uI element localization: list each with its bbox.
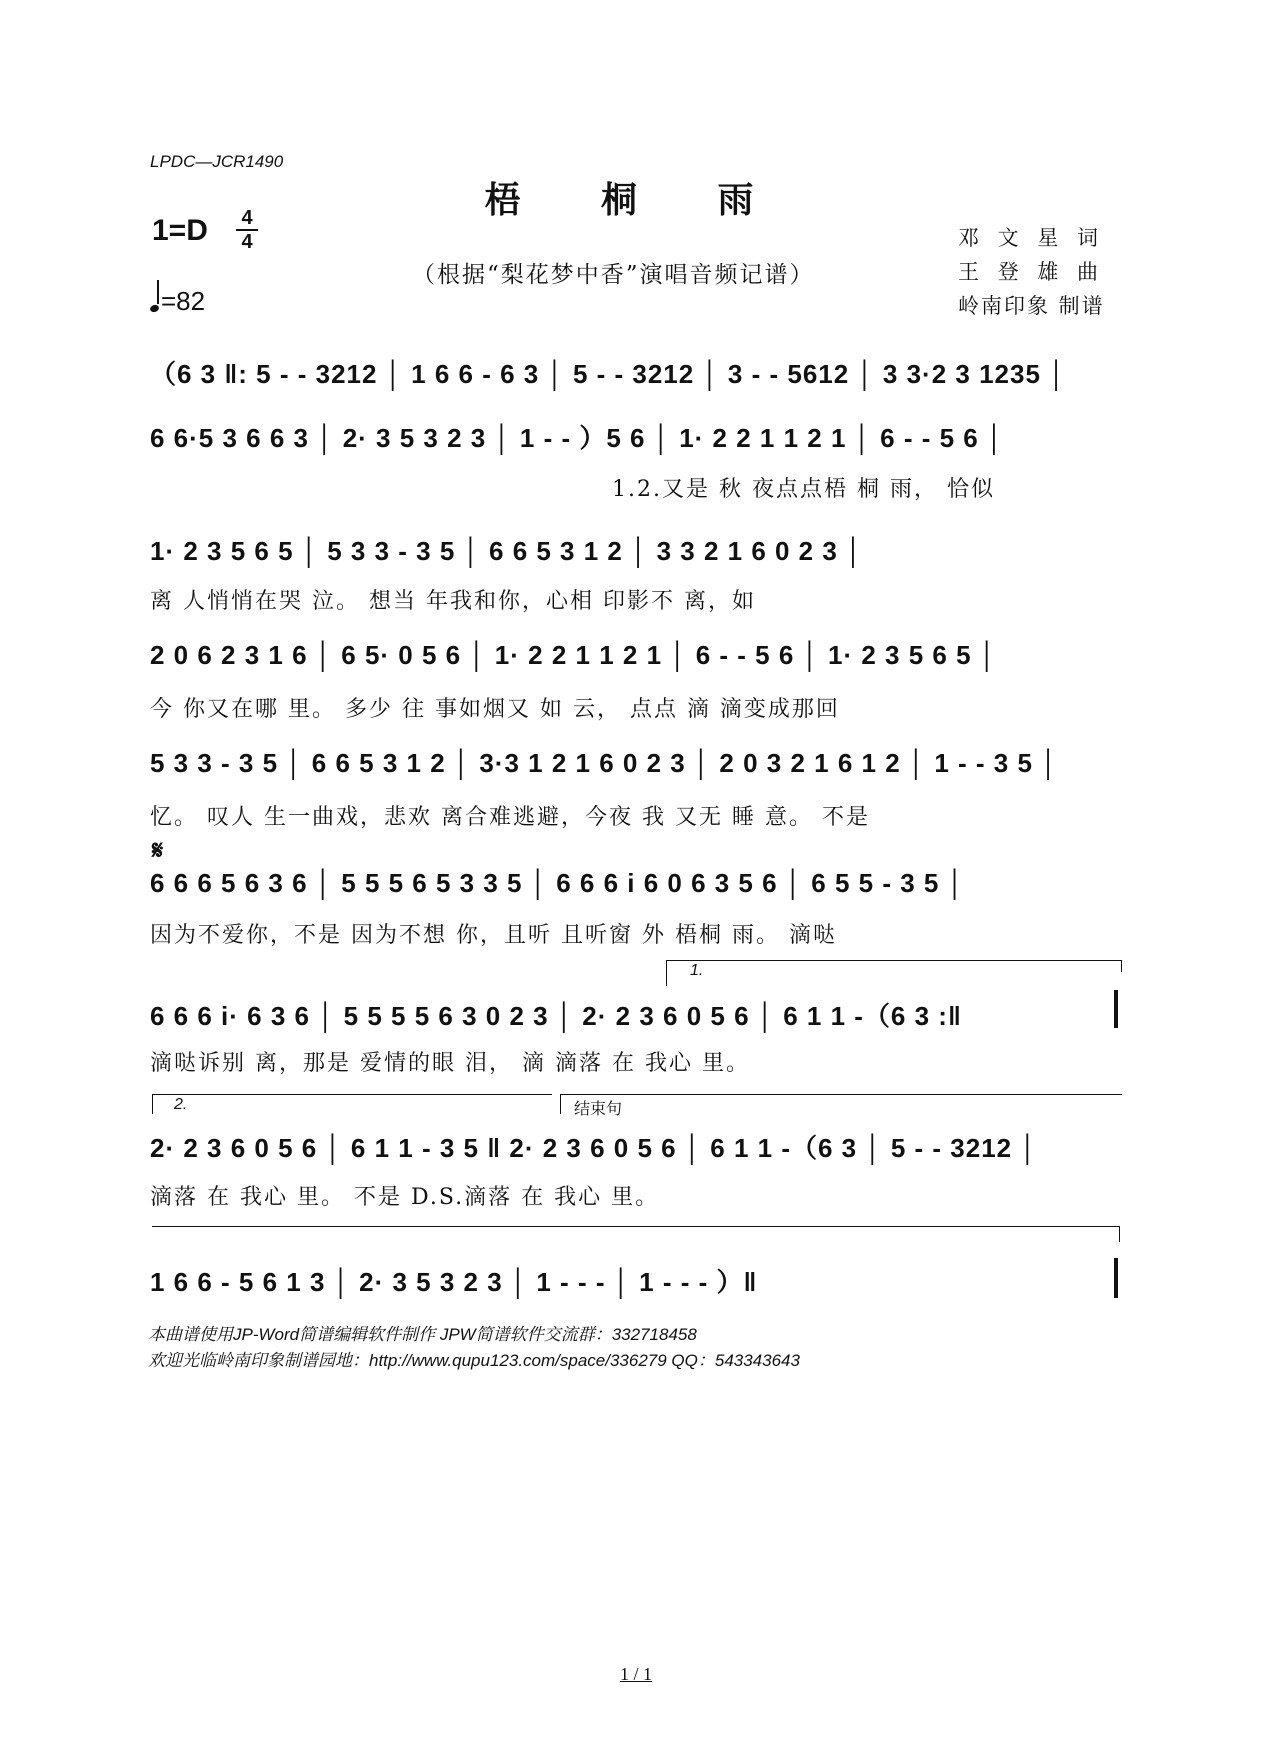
subtitle: （根据“梨花梦中香”演唱音频记谱）: [412, 262, 815, 288]
second-ending-label: 2.: [174, 1096, 188, 1113]
notation-line-9: 1 6 6 - 5 6 1 3 │ 2· 3 5 3 2 3 │ 1 - - - │ 1 - - - ）‖: [150, 1267, 758, 1297]
time-signature-bottom: 4: [241, 231, 253, 253]
notation-line-1: （6 3 ‖: 5 - - 3212 │ 1 6 6 - 6 3 │ 5 - - 3212 │ 3 - - 5612 │ 3 3·2 3 1235 │: [150, 359, 1067, 389]
notation-line-6: 6 6 6 5 6 3 6 │ 5 5 5 6 5 3 3 5 │ 6 6 6 i 6 0 6 3 5 6 │ 6 5 5 - 3 5 │: [150, 868, 965, 898]
time-signature: [236, 208, 258, 252]
tempo-value: =82: [161, 286, 206, 316]
notation-line-5: 5 3 3 - 3 5 │ 6 6 5 3 1 2 │ 3·3 1 2 1 6 0 2 3 │ 2 0 3 2 1 6 1 2 │ 1 - - 3 5 │: [150, 748, 1059, 778]
first-ending-label: 1.: [690, 962, 704, 979]
score-title: 梧 桐 雨: [484, 179, 788, 221]
lyricist-credit: 邓 文 星 词: [958, 226, 1105, 250]
arranger-credit: 岭南印象 制谱: [958, 294, 1105, 318]
composer-credit: 王 登 雄 曲: [958, 260, 1105, 284]
notation-line-7: 6 6 6 i· 6 3 6 │ 5 5 5 5 6 3 0 2 3 │ 2· 2 3 6 0 5 6 │ 6 1 1 -（6 3 :‖: [150, 1001, 962, 1031]
footer-line-2: 欢迎光临岭南印象制谱园地：http://www.qupu123.com/space/336279 QQ：543343643: [148, 1351, 800, 1370]
notation-line-8: 2· 2 3 6 0 5 6 │ 6 1 1 - 3 5 ‖ 2· 2 3 6 0 5 6 │ 6 1 1 -（6 3 │ 5 - - 3212 │: [150, 1133, 1038, 1163]
notation-line-2: 6 6·5 3 6 6 3 │ 2· 3 5 3 2 3 │ 1 - - ）5 6 │ 1· 2 2 1 1 2 1 │ 6 - - 5 6 │: [150, 423, 1005, 453]
tempo-marking: [150, 286, 205, 317]
notation-line-4: 2 0 6 2 3 1 6 │ 6 5· 0 5 6 │ 1· 2 2 1 1 2 1 │ 6 - - 5 6 │ 1· 2 3 5 6 5 │: [150, 640, 998, 670]
coda-label: 结束句: [574, 1101, 623, 1118]
score-code: LPDC—JCR1490: [150, 152, 284, 171]
lyrics-line-6: 因为不爱你，不是 因为不想 你，且听 且听窗 外 梧桐 雨。 滴哒: [150, 923, 837, 948]
lyrics-line-4: 今 你又在哪 里。 多少 往 事如烟又 如 云， 点点 滴 滴变成那回: [150, 697, 840, 722]
segno-sign: 𝄋: [152, 836, 164, 866]
lyrics-line-7: 滴哒诉别 离，那是 爱情的眼 泪， 滴 滴落 在 我心 里。: [150, 1051, 750, 1076]
lyrics-line-5: 忆。 叹人 生一曲戏，悲欢 离合难逃避，今夜 我 又无 睡 意。 不是: [150, 805, 870, 830]
page-number: 1 / 1: [619, 1664, 652, 1684]
lyrics-line-2: 1.2.又是 秋 夜点点梧 桐 雨， 恰似: [612, 477, 995, 502]
notation-line-3: 1· 2 3 5 6 5 │ 5 3 3 - 3 5 │ 6 6 5 3 1 2 │ 3 3 2 1 6 0 2 3 │: [150, 536, 864, 566]
key-signature: 1=D: [152, 214, 208, 247]
time-signature-top: 4: [241, 207, 253, 229]
lyrics-line-8: 滴落 在 我心 里。 不是 D.S.滴落 在 我心 里。: [150, 1185, 660, 1210]
lyrics-line-3: 离 人悄悄在哭 泣。 想当 年我和你，心相 印影不 离，如: [150, 589, 756, 614]
quarter-note-icon: [149, 304, 160, 314]
footer-line-1: 本曲谱使用JP-Word简谱编辑软件制作 JPW简谱软件交流群：332718458: [148, 1325, 697, 1344]
